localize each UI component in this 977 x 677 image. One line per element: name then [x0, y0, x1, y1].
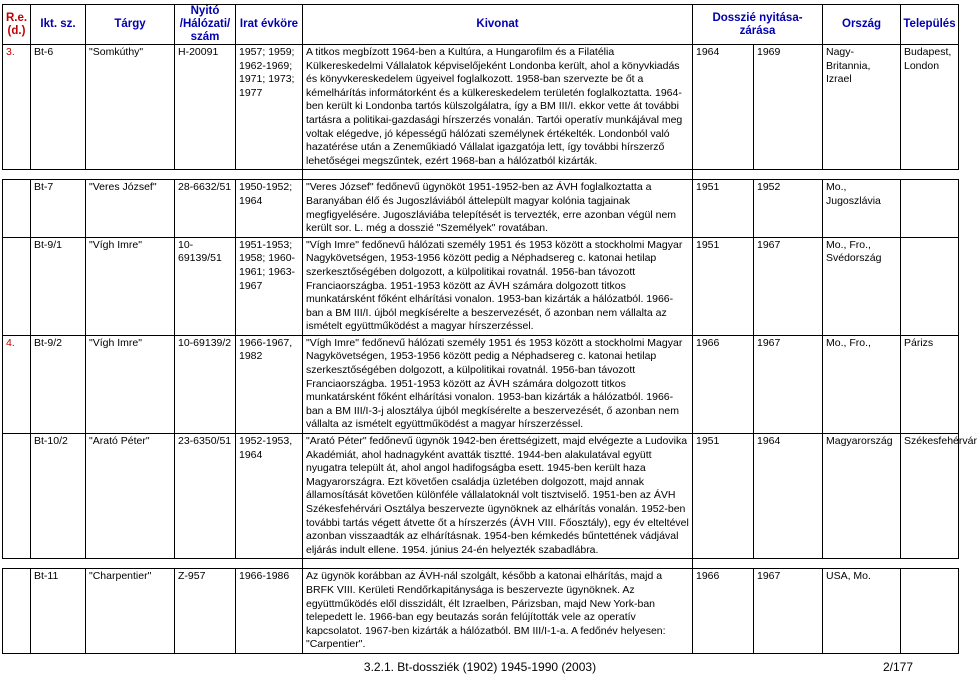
cell-irat: 1950-1952; 1964: [236, 180, 303, 237]
cell-telepules: [901, 569, 959, 654]
cell-irat: 1966-1986: [236, 569, 303, 654]
cell-nyito: 23-6350/51: [175, 434, 236, 559]
cell-irat: 1957; 1959; 1962-1969; 1971; 1973; 1977: [236, 45, 303, 170]
table-row: [3, 335, 959, 433]
cell-ikt: Bt-7: [31, 180, 86, 237]
cell-nyitasa: 1964: [693, 45, 754, 170]
cell-targy: "Veres József": [86, 180, 175, 237]
cell-ikt: Bt-9/2: [31, 335, 86, 433]
cell-zarasa: 1967: [754, 335, 823, 433]
header-targy: Tárgy: [86, 5, 175, 45]
footer-title: 3.2.1. Bt-dossziék (1902) 1945-1990 (2003): [363, 660, 597, 674]
cell-nyitasa: 1966: [693, 569, 754, 654]
table-row: [3, 237, 959, 335]
cell-nyito: 28-6632/51: [175, 180, 236, 237]
cell-targy: "Vígh Imre": [86, 237, 175, 335]
spacer-row: [3, 559, 959, 569]
header-row: [3, 5, 959, 45]
header-red: R.e. (d.): [3, 5, 31, 45]
cell-red: [3, 237, 31, 335]
cell-nyito: Z-957: [175, 569, 236, 654]
records-table: [2, 4, 977, 654]
cell-kivonat: Az ügynök korábban az ÁVH-nál szolgált, később a katonai elhárítás, majd a BRFK VIII. Kerületi Rendőrkapitánysága is beszervezte ügynöknek. Az együttműködés elől disszidált, élt Izraelben, Párizsban, majd New York-ban telepedett le. 1966-ban egy beutazás során felújították vele az operatív kapcsolatot. 1967-ben kizárták a hálózatból. BM III/I-1-a. A fedőnév helyesen: "Carpentier".: [303, 569, 693, 654]
cell-irat: 1952-1953, 1964: [236, 434, 303, 559]
cell-targy: "Charpentier": [86, 569, 175, 654]
cell-zarasa: 1969: [754, 45, 823, 170]
cell-ikt: Bt-11: [31, 569, 86, 654]
page-number: 2/177: [882, 660, 913, 674]
cell-zarasa: 1964: [754, 434, 823, 559]
table-row: [3, 180, 959, 237]
header-kivonat: Kivonat: [303, 5, 693, 45]
cell-ikt: Bt-9/1: [31, 237, 86, 335]
cell-targy: "Arató Péter": [86, 434, 175, 559]
table-row: [3, 569, 959, 654]
header-telepules: Település: [901, 5, 959, 45]
cell-zarasa: 1952: [754, 180, 823, 237]
header-irat: Irat évköre: [236, 5, 303, 45]
cell-targy: "Somkúthy": [86, 45, 175, 170]
cell-telepules: Párizs: [901, 335, 959, 433]
cell-telepules: Budapest, London: [901, 45, 959, 170]
header-nyito: Nyitó /Hálózati/ szám: [175, 5, 236, 45]
cell-nyitasa: 1966: [693, 335, 754, 433]
cell-nyitasa: 1951: [693, 237, 754, 335]
cell-telepules: Székesfehérvár: [901, 434, 959, 559]
cell-orszag: Magyarország: [823, 434, 901, 559]
cell-zarasa: 1967: [754, 569, 823, 654]
cell-telepules: [901, 180, 959, 237]
cell-nyitasa: 1951: [693, 434, 754, 559]
cell-targy: "Vígh Imre": [86, 335, 175, 433]
header-orszag: Ország: [823, 5, 901, 45]
cell-kivonat: "Veres József" fedőnevű ügynököt 1951-1952-ben az ÁVH foglalkoztatta a Baranyában élő és Jugoszláviából áttelepült magyar kolónia tagjainak megfigyelésére. Jugoszláviába telepítését is tervezték, erre azonban végül nem került sor. L. még a dosszié "Személyek" rovatában.: [303, 180, 693, 237]
spacer-row: [3, 170, 959, 180]
cell-ikt: Bt-10/2: [31, 434, 86, 559]
cell-ikt: Bt-6: [31, 45, 86, 170]
cell-orszag: Mo., Fro.,: [823, 335, 901, 433]
cell-irat: 1951-1953; 1958; 1960-1961; 1963-1967: [236, 237, 303, 335]
header-dosszie: Dosszié nyitása- zárása: [693, 5, 823, 45]
table-row: [3, 434, 959, 559]
cell-red: [3, 180, 31, 237]
cell-kivonat: "Arató Péter" fedőnevű ügynök 1942-ben érettségizett, majd elvégezte a Ludovika Akadémiát, ahol hadnagyként avatták tisztté. 1944-ben alakulatával együtt nyugatra települt át, ahol angol hadifogságba esett. 1945-ben került haza Magyarországra. Ezt követően családja üzletében dolgozott, majd annak államosítását követően különféle vállalatoknál volt tisztviselő. 1951-ben az ÁVH Székesfehérvári Osztálya beszervezte ügynöknek az elhárítás vonalán. 1952-ben további tartás végett átvette őt a hírszerzés (ÁVH VIII. Főosztály), egy év elteltével azonban visszaadták az elhárításnak. 1954-ben kémkedés bűntettének vádjával eljárás indult ellene. 1954. június 24-én helyezték szabadlábra.: [303, 434, 693, 559]
cell-kivonat: "Vígh Imre" fedőnevű hálózati személy 1951 és 1953 között a stockholmi Magyar Nagykövetségen, 1953-1956 között pedig a Néphadsereg c. katonai hetilap szerkesztőségében dolgozott, a külpolitikai rovatnál. 1956-ban távozott Franciaországba. 1951-1953 között az ÁVH számára dolgozott titkos munkatársként főként elhárítási vonalon. 1953-ban kizárták a hálózatból. 1966-ban a BM III/I-3-j alosztálya újból megkísérelte a beszervezését, ő azonban nem vállalta az ismételt együttműködést a magyar hírszerzéssel.: [303, 335, 693, 433]
cell-red: [3, 434, 31, 559]
header-ikt: Ikt. sz.: [31, 5, 86, 45]
cell-nyito: H-20091: [175, 45, 236, 170]
cell-nyitasa: 1951: [693, 180, 754, 237]
cell-zarasa: 1967: [754, 237, 823, 335]
cell-nyito: 10-69139/2: [175, 335, 236, 433]
cell-orszag: Nagy-Britannia, Izrael: [823, 45, 901, 170]
cell-kivonat: A titkos megbízott 1964-ben a Kultúra, a Hungarofilm és a Filatélia Külkereskedelmi Vállalatok képviselőjeként Londonba került, ahol a könyvkiadás és könyvkereskedelem ügyeivel foglalkozott. 1958-ban szervezte be őt a kémelhárítás informátorként és a külkereskedelem területén foglalkoztatta. 1964-ben került ki Londonba tartós külszolgálatra, így a BM III/I. ekkor vette át további tartásra a politikai-gazdasági hírszerzés vonalán. Tartói operatív munkájával meg voltak elégedve, jó képességű hálózati személynek értékelték. Londonból való hazatérése után a Zeneműkiadó Vállalat igazgatója lett, így további hírszerző lehetőségei megszűntek, ezért 1968-ban a hálózatból kizárták.: [303, 45, 693, 170]
cell-nyito: 10-69139/51: [175, 237, 236, 335]
cell-red: 4.: [3, 335, 31, 433]
cell-irat: 1966-1967, 1982: [236, 335, 303, 433]
cell-orszag: Mo., Fro., Svédország: [823, 237, 901, 335]
cell-orszag: Mo., Jugoszlávia: [823, 180, 901, 237]
cell-red: 3.: [3, 45, 31, 170]
cell-kivonat: "Vígh Imre" fedőnevű hálózati személy 1951 és 1953 között a stockholmi Magyar Nagykövetségen, 1953-1956 között pedig a Néphadsereg c. katonai hetilap szerkesztőségében dolgozott, a külpolitikai rovatnál. 1956-ban távozott Franciaországba. 1951-1953 között az ÁVH számára dolgozott titkos munkatársként főként elhárítási vonalon. 1953-ban kizárták a hálózatból. 1966-ban a BM III/I. újból megkísérelte a beszervezését, ő azonban nem vállalta az ismételt együttműködést a magyar hírszerzéssel.: [303, 237, 693, 335]
cell-orszag: USA, Mo.: [823, 569, 901, 654]
cell-telepules: [901, 237, 959, 335]
table-row: [3, 45, 959, 170]
cell-red: [3, 569, 31, 654]
